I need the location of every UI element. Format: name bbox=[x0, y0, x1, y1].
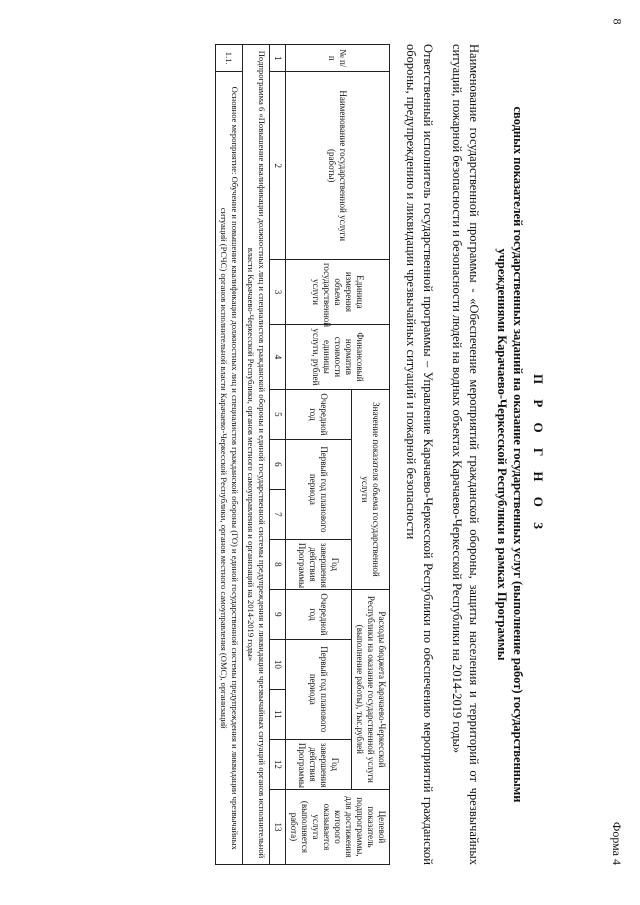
header-row-1 bbox=[352, 45, 390, 865]
document-title: П Р О Г Н О З bbox=[531, 373, 546, 536]
document-subtitle: сводных показателей государственных заданий на оказание государственных услуг (выполнение работ) государственными учреждениями Карачаево-Черкесской Республики в рамках Программы bbox=[495, 106, 525, 803]
header-service-name: Наименование государственной услуги (работы) bbox=[286, 72, 390, 259]
header-budget: Расходы бюджета Карачаево-Черкесской Республики на оказание государственной услуги (выполнение работы), тыс.рублей bbox=[352, 589, 390, 789]
header-unit: Единица измерения объема государственной услуги bbox=[286, 259, 390, 324]
header-budget-first-year: Первый год планового периода bbox=[286, 639, 352, 739]
header-fin-norm: Финансовый норматив стоимости единицы услуги, рублей bbox=[286, 324, 390, 389]
header-budget-next-year: Очередной год bbox=[286, 589, 352, 639]
forecast-table bbox=[215, 44, 390, 865]
col-num: 12 bbox=[270, 739, 286, 789]
header-volume-next-year: Очередной год bbox=[286, 389, 352, 439]
header-budget-end-year: Год завершения действия Программы bbox=[286, 739, 352, 789]
main-event-text: Основное мероприятие: Обучение и повышение квалификации должностных лиц и специалистов гражданской обороны (ГО) и единой государственной системы предупреждения и ликвидации чрезвычайных ситуаций (РСЧС) органов исполнительной власти Карачаево-Черкесской Республики, органов местного самоуправления (ОМС), организаций bbox=[216, 72, 243, 865]
col-num: 11 bbox=[270, 689, 286, 739]
header-volume: Значение показателя объема государственной услуги bbox=[352, 389, 390, 589]
col-num: 6 bbox=[270, 439, 286, 489]
program-name: Наименование государственной программы - «Обеспечение мероприятий гражданской обороны, защиты населения и территорий от чрезвычайных ситуаций, пожарной безопасности и безопасности людей на водных объектах Карачаево-Черкесской Республики на 2014-2019 годы» bbox=[450, 44, 481, 865]
page-number: 8 bbox=[610, 18, 625, 25]
header-volume-end-year: Год завершения действия Программы bbox=[286, 539, 352, 589]
col-num: 9 bbox=[270, 589, 286, 639]
column-number-row bbox=[270, 45, 286, 865]
col-num: 10 bbox=[270, 639, 286, 689]
header-num: № п/п bbox=[286, 45, 390, 72]
col-num: 3 bbox=[270, 259, 286, 324]
col-num: 8 bbox=[270, 539, 286, 589]
col-num: 13 bbox=[270, 789, 286, 864]
form-label: Форма 4 bbox=[610, 821, 624, 865]
main-event-row bbox=[216, 45, 243, 865]
col-num: 4 bbox=[270, 324, 286, 389]
header-volume-first-year: Первый год планового периода bbox=[286, 439, 352, 539]
row-number: 1.1. bbox=[216, 45, 243, 72]
subprogram-row bbox=[243, 45, 270, 865]
responsible-executor: Ответственный исполнитель государственной программы – Управление Карачаево-Черкесской Республики по обеспечению мероприятий гражданской обороны, предупреждению и ликвидации чрезвычайных ситуаций и пожарной безопасности bbox=[404, 44, 435, 865]
col-num: 1 bbox=[270, 45, 286, 72]
header-target: Целевой показатель подпрограммы, для достижения которого оказывается услуга (выполняется работа) bbox=[286, 789, 390, 864]
col-num: 5 bbox=[270, 389, 286, 439]
subprogram-title: Подпрограмма 6 «Повышение квалификации должностных лиц и специалистов гражданской обороны и единой государственной системы предупреждения и ликвидации чрезвычайных ситуаций органов исполнительной власти Карачаево-Черкесской Республики, органов местного самоуправления и организаций на 2014-2019 годы» bbox=[243, 45, 270, 865]
col-num: 7 bbox=[270, 489, 286, 539]
col-num: 2 bbox=[270, 72, 286, 259]
